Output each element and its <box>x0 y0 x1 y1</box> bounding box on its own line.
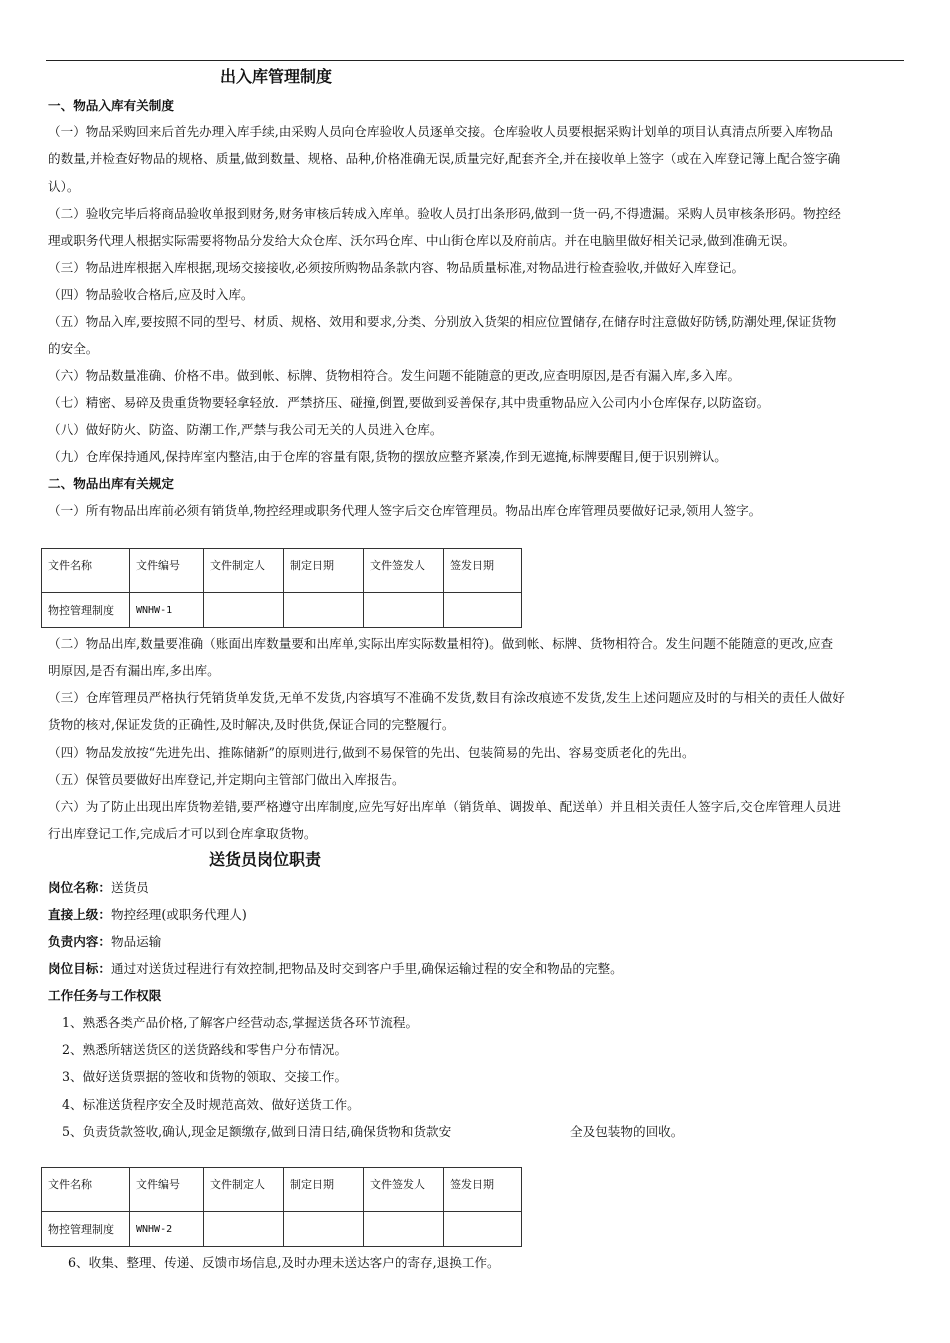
paragraph-line: （七）精密、易碎及贵重货物要轻拿轻放．严禁挤压、碰撞,倒置,要做到妥善保存,其中贵重物品应入公司内小仓库保存,以防盗窃。 <box>48 395 770 410</box>
table-cell <box>364 593 444 628</box>
table-cell <box>204 593 284 628</box>
tasks-heading: 工作任务与工作权限 <box>48 988 162 1003</box>
paragraph-line: （二）验收完毕后将商品验收单报到财务,财务审核后转成入库单。验收人员打出条形码,做到一货一码,不得遗漏。采购人员审核条形码。物控经 <box>48 206 841 221</box>
table-header-row <box>42 549 522 593</box>
paragraph-line: （六）为了防止出现出库货物差错,要严格遵守出库制度,应先写好出库单（销货单、调拨单、配送单）并且相关责任人签字后,交仓库管理人员进 <box>48 799 841 814</box>
field-value: 送货员 <box>110 880 149 895</box>
table-header-cell: 文件编号 <box>130 549 204 593</box>
paragraph-line: 的数量,并检查好物品的规格、质量,做到数量、规格、品种,价格准确无误,质量完好,配套齐全,并在接收单上签字（或在入库登记簿上配合签字确 <box>48 151 841 166</box>
paragraph-line: 认）。 <box>48 179 80 194</box>
document-title: 出入库管理制度 <box>220 67 333 86</box>
table-cell <box>204 1212 284 1247</box>
field-label: 负责内容： <box>48 934 111 949</box>
table-cell: 物控管理制度 <box>42 593 130 628</box>
document-info-table-1 <box>41 548 522 628</box>
paragraph-line: （六）物品数量准确、价格不串。做到帐、标牌、货物相符合。发生问题不能随意的更改,应查明原因,是否有漏入库,多入库。 <box>48 368 741 383</box>
task-item: 2、熟悉所辖送货区的送货路线和零售户分布情况。 <box>62 1042 348 1057</box>
table-cell <box>444 1212 522 1247</box>
job-field-supervisor <box>48 907 904 922</box>
paragraph-line: 货物的核对,保证发货的正确性,及时解决,及时供货,保证合同的完整履行。 <box>48 717 455 732</box>
table-header-cell: 制定日期 <box>284 549 364 593</box>
table-header-cell: 文件签发人 <box>364 549 444 593</box>
paragraph-line: （四）物品验收合格后,应及时入库。 <box>48 287 254 302</box>
table-header-row <box>42 1168 522 1212</box>
task-item: 3、做好送货票据的签收和货物的领取、交接工作。 <box>62 1069 348 1084</box>
paragraph-line: （一）所有物品出库前必须有销货单,物控经理或职务代理人签字后交仓库管理员。物品出库仓库管理员要做好记录,领用人签字。 <box>48 503 762 518</box>
table-cell: 物控管理制度 <box>42 1212 130 1247</box>
table-header-cell: 文件制定人 <box>204 1168 284 1212</box>
table-row <box>42 593 522 628</box>
paragraph-line: （二）物品出库,数量要准确（账面出库数量要和出库单,实际出库实际数量相符)。做到帐、标牌、货物相符合。发生问题不能随意的更改,应查 <box>48 636 834 651</box>
table-cell <box>444 593 522 628</box>
table-cell <box>284 1212 364 1247</box>
document-info-table-2 <box>41 1167 522 1247</box>
table-header-cell: 制定日期 <box>284 1168 364 1212</box>
table-cell: WNHW-2 <box>130 1212 204 1247</box>
header-rule <box>46 60 904 61</box>
field-value: 通过对送货过程进行有效控制,把物品及时交到客户手里,确保运输过程的安全和物品的完整。 <box>110 961 623 976</box>
field-label: 岗位名称： <box>48 880 111 895</box>
job-title: 送货员岗位职责 <box>209 850 322 869</box>
task-item: 5、负责货款签收,确认,现金足额缴存,做到日清日结,确保货物和货款安 <box>62 1124 452 1139</box>
paragraph-line: （九）仓库保持通风,保持库室内整洁,由于仓库的容量有限,货物的摆放应整齐紧凑,作到无遮掩,标牌要醒目,便于识别辨认。 <box>48 449 727 464</box>
field-value: 物品运输 <box>110 934 162 949</box>
task-item: 4、标准送货程序安全及时规范高效、做好送货工作。 <box>62 1097 360 1112</box>
section2-heading: 二、物品出库有关规定 <box>48 476 174 491</box>
task-item-continued: 全及包装物的回收。 <box>570 1124 684 1139</box>
field-value: 物控经理(或职务代理人) <box>110 907 247 922</box>
paragraph-line: （四）物品发放按“先进先出、推陈储新”的原则进行,做到不易保管的先出、包装简易的先出、容易变质老化的先出。 <box>48 745 695 760</box>
table-header-cell: 文件编号 <box>130 1168 204 1212</box>
field-label: 岗位目标： <box>48 961 111 976</box>
table-header-cell: 签发日期 <box>444 1168 522 1212</box>
table-header-cell: 文件制定人 <box>204 549 284 593</box>
paragraph-line: （三）物品进库根据入库根据,现场交接接收,必须按所购物品条款内容、物品质量标准,对物品进行检查验收,并做好入库登记。 <box>48 260 745 275</box>
job-field-responsibility <box>48 934 904 949</box>
paragraph-line: 理或职务代理人根据实际需要将物品分发给大众仓库、沃尔玛仓库、中山街仓库以及府前店。并在电脑里做好相关记录,做到准确无误。 <box>48 233 796 248</box>
field-label: 直接上级： <box>48 907 111 922</box>
table-cell: WNHW-1 <box>130 593 204 628</box>
table-header-cell: 文件签发人 <box>364 1168 444 1212</box>
table-header-cell: 文件名称 <box>42 1168 130 1212</box>
table-row <box>42 1212 522 1247</box>
paragraph-line: （三）仓库管理员严格执行凭销货单发货,无单不发货,内容填写不准确不发货,数目有涂改痕迹不发货,发生上述问题应及时的与相关的责任人做好 <box>48 690 845 705</box>
section1-heading: 一、物品入库有关制度 <box>48 98 174 113</box>
paragraph-line: （五）物品入库,要按照不同的型号、材质、规格、效用和要求,分类、分别放入货架的相应位置储存,在储存时注意做好防锈,防潮处理,保证货物 <box>48 314 837 329</box>
job-field-goal <box>48 961 904 976</box>
table-header-cell: 签发日期 <box>444 549 522 593</box>
job-field-position <box>48 880 904 895</box>
paragraph-line: 行出库登记工作,完成后才可以到仓库拿取货物。 <box>48 826 317 841</box>
task-item: 1、熟悉各类产品价格,了解客户经营动态,掌握送货各环节流程。 <box>62 1015 419 1030</box>
paragraph-line: 的安全。 <box>48 341 99 356</box>
paragraph-line: （八）做好防火、防盗、防潮工作,严禁与我公司无关的人员进入仓库。 <box>48 422 443 437</box>
table-cell <box>284 593 364 628</box>
task-item: 6、收集、整理、传递、反馈市场信息,及时办理未送达客户的寄存,退换工作。 <box>68 1255 500 1270</box>
table-cell <box>364 1212 444 1247</box>
paragraph-line: 明原因,是否有漏出库,多出库。 <box>48 663 220 678</box>
paragraph-line: （五）保管员要做好出库登记,并定期向主管部门做出入库报告。 <box>48 772 405 787</box>
paragraph-line: （一）物品采购回来后首先办理入库手续,由采购人员向仓库验收人员逐单交接。仓库验收人员要根据采购计划单的项目认真清点所要入库物品 <box>48 124 833 139</box>
table-header-cell: 文件名称 <box>42 549 130 593</box>
